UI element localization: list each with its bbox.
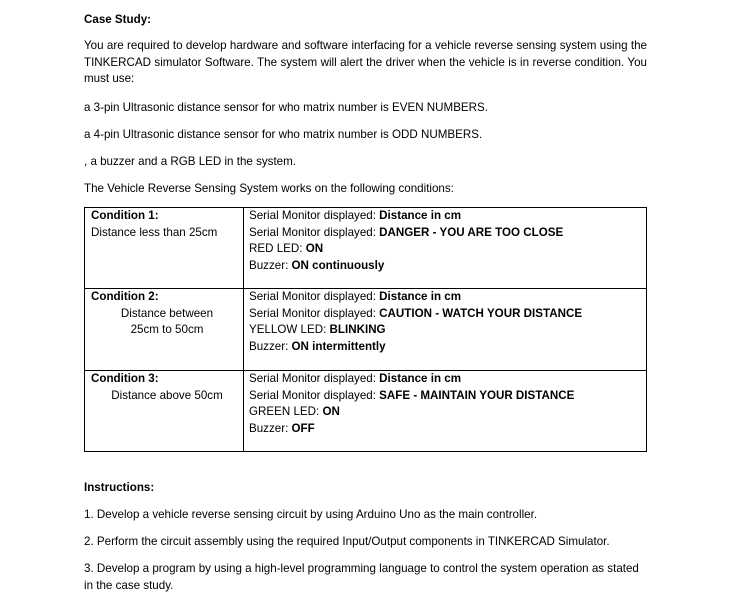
condition-label-cell (85, 371, 244, 452)
bullet-even: a 3-pin Ultrasonic distance sensor for who matrix number is EVEN NUMBERS. (84, 101, 488, 114)
condition-output-cell (244, 289, 647, 371)
serial-monitor-line: Serial Monitor displayed: Distance in cm (249, 290, 462, 303)
instruction-item: 2. Perform the circuit assembly using the required Input/Output components in TINKERCAD Simulator. (84, 535, 610, 548)
instruction-item: 3. Develop a program by using a high-level programming language to control the system operation as stated in the case study. (84, 562, 639, 592)
serial-monitor-message-line: Serial Monitor displayed: SAFE - MAINTAIN YOUR DISTANCE (249, 388, 575, 402)
case-study-heading: Case Study: (84, 13, 152, 26)
condition-output-cell (244, 371, 647, 452)
instructions-heading: Instructions: (84, 481, 155, 494)
condition-title: Condition 2: (91, 290, 159, 303)
condition-row (85, 208, 647, 289)
serial-monitor-line: Serial Monitor displayed: Distance in cm (249, 372, 462, 385)
serial-monitor-line: Serial Monitor displayed: Distance in cm (249, 209, 462, 222)
serial-monitor-message-line: Serial Monitor displayed: CAUTION - WATCH YOUR DISTANCE (249, 306, 583, 320)
led-line: GREEN LED: ON (249, 405, 340, 418)
buzzer-line: Buzzer: ON intermittently (249, 339, 386, 353)
condition-title: Condition 1: (91, 209, 159, 222)
condition-row (85, 289, 647, 371)
bullet-odd: a 4-pin Ultrasonic distance sensor for who matrix number is ODD NUMBERS. (84, 128, 483, 141)
led-line: RED LED: ON (249, 242, 324, 255)
conditions-intro: The Vehicle Reverse Sensing System works on the following conditions: (84, 182, 454, 195)
condition-description: 25cm to 50cm (130, 323, 204, 336)
condition-title: Condition 3: (91, 372, 159, 385)
intro-paragraph: You are required to develop hardware and software interfacing for a vehicle reverse sensing system using the TINKERCAD simulator Software. The system will alert the driver when the vehicle is in reverse condition. You must use: (84, 39, 647, 85)
condition-description: Distance between (120, 306, 214, 320)
serial-monitor-message-line: Serial Monitor displayed: DANGER - YOU ARE TOO CLOSE (249, 225, 564, 239)
instruction-item: 1. Develop a vehicle reverse sensing circuit by using Arduino Uno as the main controller. (84, 508, 538, 521)
condition-description: Distance above 50cm (111, 388, 223, 402)
led-line: YELLOW LED: BLINKING (249, 323, 386, 336)
condition-label-cell (85, 208, 244, 289)
buzzer-line: Buzzer: OFF (249, 421, 315, 435)
buzzer-line: Buzzer: ON continuously (249, 258, 385, 272)
conditions-table (84, 207, 647, 452)
condition-description: Distance less than 25cm (91, 225, 218, 239)
condition-output-cell (244, 208, 647, 289)
condition-label-cell (85, 289, 244, 371)
bullet-buzzer-led: , a buzzer and a RGB LED in the system. (84, 155, 297, 168)
condition-row (85, 371, 647, 452)
